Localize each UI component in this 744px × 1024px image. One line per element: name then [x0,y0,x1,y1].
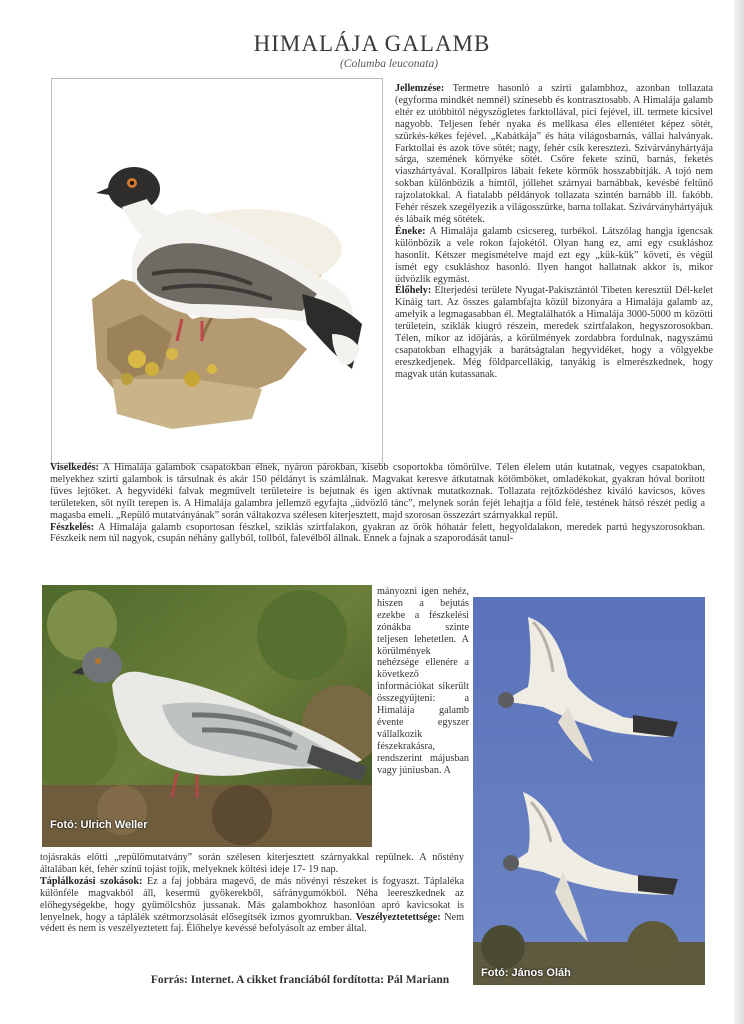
text-viselkedes: A Himalája galambok csapatokban élnek, nyáron párokban, kisebb csoportokba tömörülve. Télen élelem után kutatnak, vegyes csapatokban, melyekhez szirti galambok is társulnak és akár 150 példányt is számlálnak. Magvakat keresve átkutatnak kötömböket, omladékokat, gyakran hóval borított füves lejtőket. A hegyvidéki falvak megművelt területeire is bejutnak és igen aktívnak mutatkoznak. Tollazata rejtőzködéshez kiváló kavicsos, köves területeken, sőt nyílt terepen is. A Himalája galambra jellemző egyfajta „üdvözlő tánc”, melynek során fejét lehajtja a föld felé, testének hátsó részét pedig a magasba emeli. „Repülő mutatványának” során váltakozva szélesen kiterjesztett, majd szorosan összezárt szárnyakkal repül. [50,462,705,521]
photo-flying-pigeons [473,597,705,985]
text-veszelyeztetettseg: Nem védett és nem is veszélyeztetett faj. Élőhelye kevéssé befolyásolt az ember által. [40,911,464,935]
label-jellemzese: Jellemzése: [395,83,445,94]
photo1-caption: Fotó: Ulrich Weller [50,819,148,831]
label-feszkeles: Fészkelés: [50,521,95,533]
narrow-column [377,586,469,777]
text-feszkeles-top: A Himalája galamb csoportosan fészkel, sziklás szirtfalakon, gyakran az örök hóhatár felett, hegyoldalakon, meredek partú hegyszorosokban. Fészkeik nem túl nagyok, csupán néhány gallyból, tollból, falevélből állnak. Ennek a fajnak a szaporodását tanul- [50,521,705,545]
page-title: HIMALÁJA GALAMB [253,31,491,56]
text-feszkeles-column: mányozni igen nehéz, hiszen a bejutás ezekbe a fészkelési zónákba szinte teljesen lehetetlen. A körülmények nehézsége ellenére a következő információkat sikerült összegyűjteni: a Himalája galamb évente egyszer vállalkozik fészekrakásra, rendszerint májusban vagy júniusban. A [377,586,469,776]
text-feszkeles-bottom: tojásrakás előtti „repülőmutatvány” során szélesen kiterjesztett szárnyakkal repülnek. A nőstény általában két, fehér színű tojást tojik, melyeknek költési ideje 17- 19 nap. [40,852,464,875]
label-veszelyeztetettseg: Veszélyeztetettsége: [355,911,441,923]
pigeon-painting [51,78,383,464]
text-elohely: Elterjedési területe Nyugat-Pakisztántól Tibeten keresztül Dél-kelet Kínáig tart. Az összes galambfajta közül bizonyára a Himalája galamb az, amelyik a legmagasabban él. Megtalálhatók a Himalája 3000-5000 m közötti területein, sziklák kiugró részein, meredek szirtfalakon, hegyszorosokban. Télen, mikor az időjárás, a körülmények zordabbra fordulnak, nagyszámú csapatokban elhagyják a barátságtalan hegyvidéket, hogy a völgyekbe ereszkedjenek. Még földparcellákig, tanyákig is elmerészkednek, hogy magvak után kutassanak. [395,285,713,380]
page-edge [734,0,744,1024]
text-taplalkozas: Ez a faj jobbára magevő, de más növényi részeket is fogyaszt. Táplaléka különféle magvakból áll, kesermű gyökerekből, sáfránygumókból. Néha leereszkednek az előhegységekbe, hogy gyümölcshöz jussanak. Más galambokhoz hasonlóan apró kavicsokat is lenyelnek, hogy a táplálék szétmorzsolását elősegítsék izmos gyomrukban. [40,875,464,923]
bottom-text [40,852,464,935]
label-viselkedes: Viselkedés: [50,462,99,473]
label-elohely: Élőhely: [395,285,432,297]
photo-standing-pigeon-image [42,585,372,847]
text-jellemzese: Termetre hasonló a szirti galambhoz, azonban tollazata (egyforma mindkét nemnél) színesebb és kontrasztosabb. A Himalája galamb eltér ez utóbbitól négyszögletes farktollával, pici fejével, ill. termete kicsivel nagyobb. Teljesen fehér nyaka és mellkasa éles ellentétet képez sötét, szürkés-kékes fejével. „Kabátkája” és háta világosbarnás, vállai halványak. Farktollai és azok töve sötét; nagy, fehér csík keresztezi. Szivárványhártyája sárga, szemének környéke sötét. Csőre fekete színű, barnás, feketés viaszhártyával. Korallpiros lábait fekete körmök hosszabbítják. A tojó nem sokban különbözik a hímtől, jóllehet szárnyai barnábbak, kevésbé feltűnő rajzolatokkal. A fiatalabb példányok tollazata szintén barnább ill. fakóbb. Fehér részek szegélyezik a világosszürke, barna tollakat. Szivárványhártyájuk és lábaik még sötétek. [395,83,713,225]
text-eneke: A Himalája galamb csicsereg, turbékol. Látszólag hangja igencsak különbözik a vele rokon fajokétól. Olyan hang ez, ami egy csukláshoz hasonlít. Kétszer megismételve majd ezt egy „kük-kük” követi, és végül ismét egy csukláshoz hasonló. Ilyen hangot hallatnak akkor is, mikor üdvözlik egymást. [395,225,713,285]
fullwidth-text [50,462,705,545]
photo2-caption: Fotó: János Oláh [481,967,571,979]
description-column [395,83,713,381]
pigeon-illustration [52,79,382,463]
photo-standing-pigeon [42,585,372,847]
page-subtitle: (Columba leuconata) [339,58,439,70]
label-eneke: Éneke: [395,225,426,237]
photo-flying-pigeons-image [473,597,705,985]
source-credit: Forrás: Internet. A cikket franciából fordította: Pál Mariann [150,974,450,986]
label-taplalkozas: Táplálkozási szokások: [40,875,143,887]
